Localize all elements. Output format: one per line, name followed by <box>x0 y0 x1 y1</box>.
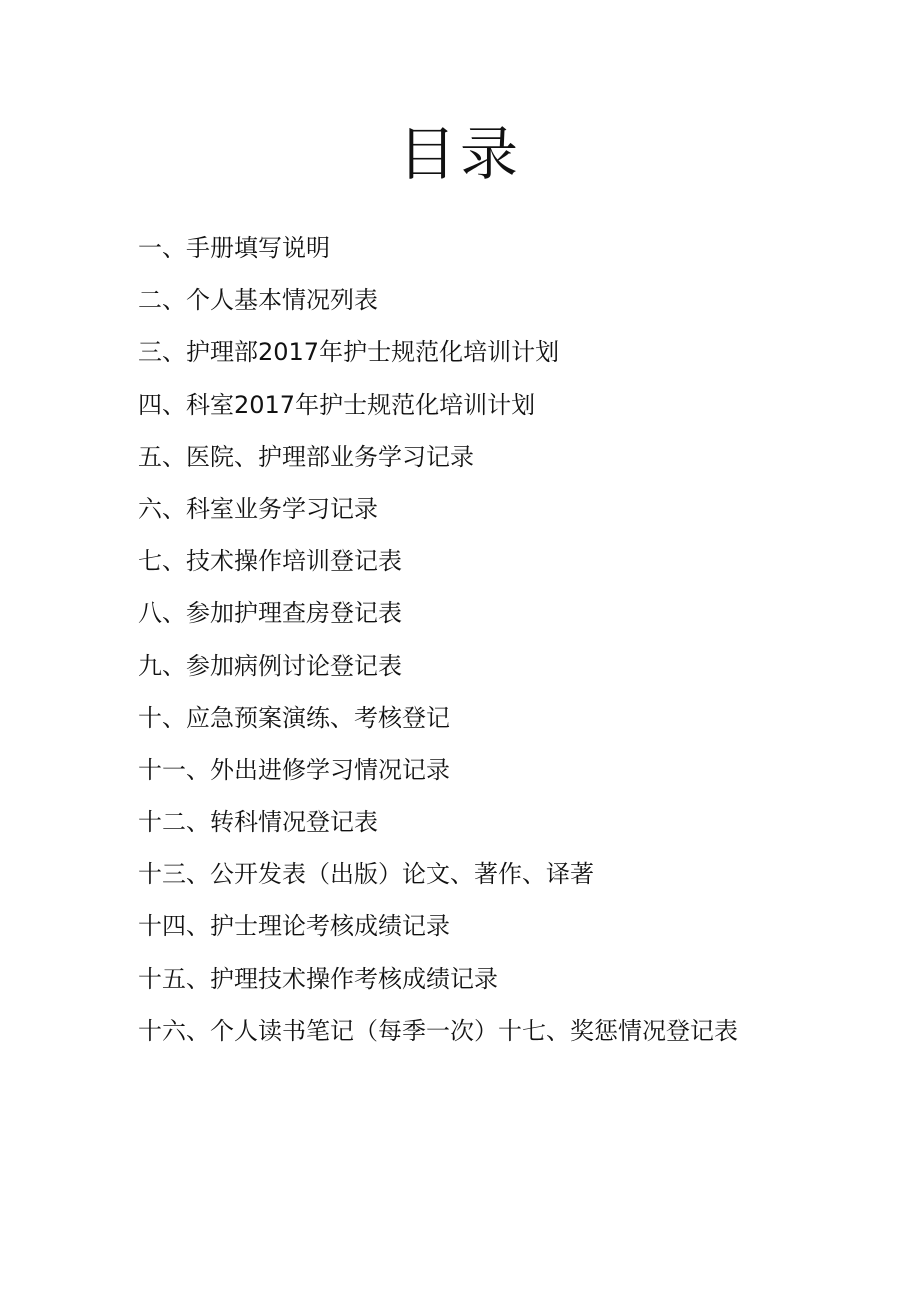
table-of-contents <box>138 230 738 1065</box>
page-title: 目录 <box>397 120 522 188</box>
toc-item-8: 八、参加护理查房登记表 <box>138 599 402 628</box>
toc-item-1: 一、手册填写说明 <box>138 234 330 262</box>
toc-item-7: 七、技术操作培训登记表 <box>138 547 402 576</box>
toc-item-10: 十、应急预案演练、考核登记 <box>138 703 450 732</box>
toc-item-9: 九、参加病例讨论登记表 <box>138 651 402 680</box>
toc-item-16: 十六、个人读书笔记（每季一次）十七、奖惩情况登记表 <box>138 1016 738 1045</box>
toc-item-13: 十三、公开发表（出版）论文、著作、译著 <box>138 860 594 889</box>
toc-item-5: 五、医院、护理部业务学习记录 <box>138 442 474 471</box>
toc-item-2: 二、个人基本情况列表 <box>138 286 378 315</box>
toc-item-14: 十四、护士理论考核成绩记录 <box>138 912 450 941</box>
toc-item-4: 四、科室2017年护士规范化培训计划 <box>138 390 536 419</box>
toc-item-11: 十一、外出进修学习情况记录 <box>138 755 450 784</box>
toc-item-12: 十二、转科情况登记表 <box>138 808 378 837</box>
toc-item-6: 六、科室业务学习记录 <box>138 494 378 523</box>
toc-item-15: 十五、护理技术操作考核成绩记录 <box>138 964 498 993</box>
toc-item-3: 三、护理部2017年护士规范化培训计划 <box>138 338 560 367</box>
